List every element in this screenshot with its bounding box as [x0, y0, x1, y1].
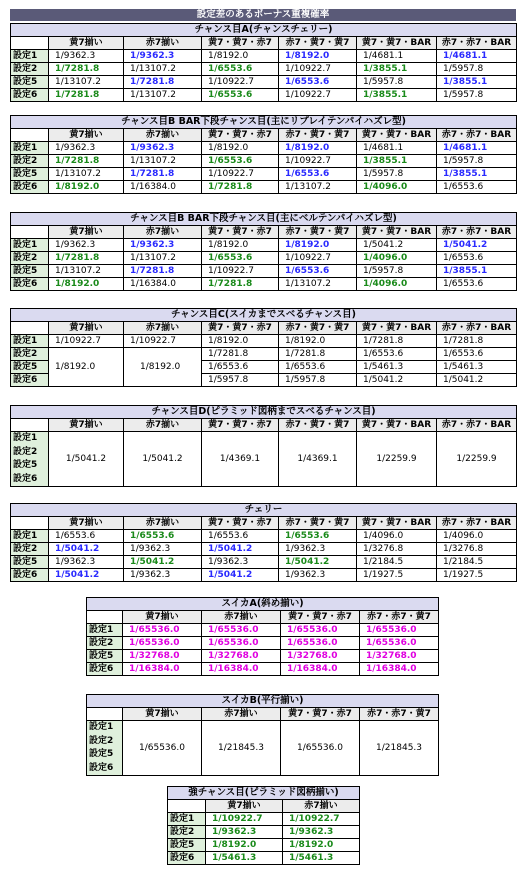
corner-cell	[11, 129, 49, 142]
column-header: 赤7・赤7・BAR	[437, 517, 517, 530]
table-row	[11, 569, 517, 582]
value-cell: 1/10922.7	[279, 155, 357, 168]
setting-label: 設定2	[13, 446, 38, 457]
value-cell: 1/6553.6	[279, 530, 357, 543]
value-cell: 1/5461.3	[283, 852, 360, 865]
value-cell: 1/4369.1	[202, 432, 279, 487]
value-cell: 1/5957.8	[357, 265, 437, 278]
table-row	[87, 650, 439, 663]
value-cell: 1/4681.1	[437, 142, 517, 155]
value-cell: 1/7281.8	[49, 252, 124, 265]
table-row	[11, 239, 517, 252]
value-cell: 1/7281.8	[49, 63, 124, 76]
table-row	[11, 168, 517, 181]
value-cell: 1/2259.9	[437, 432, 517, 487]
corner-cell	[87, 611, 123, 624]
setting-label: 設定5	[11, 556, 49, 569]
setting-label: 設定6	[89, 762, 114, 773]
value-cell: 1/4096.0	[357, 278, 437, 291]
chance-b-bell-table	[10, 212, 517, 291]
column-header: 赤7揃い	[283, 800, 360, 813]
value-cell: 1/4096.0	[357, 530, 437, 543]
value-cell: 1/3855.1	[357, 63, 437, 76]
column-header: 赤7・黄7・黄7	[279, 322, 357, 335]
value-cell: 1/5957.8	[279, 374, 357, 387]
setting-label: 設定2	[168, 826, 206, 839]
value-cell: 1/9362.3	[124, 239, 202, 252]
column-header: 黄7揃い	[123, 611, 202, 624]
value-cell: 1/10922.7	[49, 335, 124, 348]
column-header: 赤7・黄7・黄7	[279, 129, 357, 142]
value-cell: 1/1927.5	[357, 569, 437, 582]
value-cell: 1/13107.2	[124, 63, 202, 76]
value-cell: 1/10922.7	[279, 63, 357, 76]
chance-d-table	[10, 405, 517, 487]
value-cell: 1/8192.0	[202, 239, 279, 252]
value-cell: 1/9362.3	[49, 50, 124, 63]
value-cell: 1/9362.3	[49, 556, 124, 569]
value-cell: 1/9362.3	[202, 556, 279, 569]
value-cell: 1/8192.0	[206, 839, 283, 852]
setting-label: 設定2	[11, 348, 49, 361]
value-cell: 1/32768.0	[360, 650, 439, 663]
value-cell: 1/16384.0	[124, 181, 202, 194]
corner-cell	[87, 708, 123, 721]
value-cell: 1/65536.0	[281, 637, 360, 650]
merged-value-cell: 1/8192.0	[124, 348, 202, 387]
value-cell: 1/16384.0	[281, 663, 360, 676]
column-header: 黄7揃い	[49, 517, 124, 530]
value-cell: 1/10922.7	[279, 89, 357, 102]
corner-cell	[11, 419, 49, 432]
value-cell: 1/4681.1	[357, 50, 437, 63]
column-header: 黄7・黄7・赤7	[281, 611, 360, 624]
column-header: 黄7揃い	[49, 37, 124, 50]
table-row	[11, 50, 517, 63]
table-title: スイカA(斜め揃い)	[87, 598, 439, 611]
value-cell: 1/9362.3	[206, 826, 283, 839]
value-cell: 1/5957.8	[437, 89, 517, 102]
table-row	[11, 63, 517, 76]
page-banner: 設定差のあるボーナス重複確率	[10, 9, 516, 21]
setting-label: 設定5	[11, 265, 49, 278]
value-cell: 1/6553.6	[437, 348, 517, 361]
setting-label: 設定1	[11, 239, 49, 252]
value-cell: 1/6553.6	[279, 361, 357, 374]
table-row	[11, 265, 517, 278]
value-cell: 1/32768.0	[123, 650, 202, 663]
value-cell: 1/16384.0	[123, 663, 202, 676]
value-cell: 1/8192.0	[202, 142, 279, 155]
value-cell: 1/3276.8	[357, 543, 437, 556]
value-cell: 1/8192.0	[279, 142, 357, 155]
value-cell: 1/3276.8	[437, 543, 517, 556]
value-cell: 1/5041.2	[437, 239, 517, 252]
column-header: 黄7揃い	[49, 129, 124, 142]
value-cell: 1/16384.0	[360, 663, 439, 676]
column-header: 赤7揃い	[124, 322, 202, 335]
column-header: 黄7・黄7・BAR	[357, 322, 437, 335]
setting-label: 設定6	[11, 569, 49, 582]
value-cell: 1/5041.2	[202, 569, 279, 582]
value-cell: 1/13107.2	[49, 265, 124, 278]
column-header: 黄7・黄7・赤7	[281, 708, 360, 721]
chance-b-replay-table	[10, 115, 517, 194]
value-cell: 1/65536.0	[281, 624, 360, 637]
setting-label: 設定5	[168, 839, 206, 852]
value-cell: 1/7281.8	[437, 335, 517, 348]
setting-label: 設定6	[87, 663, 123, 676]
value-cell: 1/7281.8	[202, 181, 279, 194]
value-cell: 1/4681.1	[437, 50, 517, 63]
table-row	[11, 252, 517, 265]
value-cell: 1/6553.6	[357, 348, 437, 361]
setting-label: 設定6	[13, 473, 38, 484]
column-header: 赤7・赤7・BAR	[437, 226, 517, 239]
column-header: 黄7揃い	[206, 800, 283, 813]
value-cell: 1/9362.3	[124, 543, 202, 556]
value-cell: 1/6553.6	[202, 89, 279, 102]
value-cell: 1/9362.3	[279, 543, 357, 556]
value-cell: 1/13107.2	[124, 155, 202, 168]
setting-label: 設定1	[11, 142, 49, 155]
value-cell: 1/2184.5	[437, 556, 517, 569]
column-header: 赤7揃い	[124, 419, 202, 432]
table-title: チャンス目C(スイカまでスベるチャンス目)	[11, 309, 517, 322]
value-cell: 1/5041.2	[49, 569, 124, 582]
column-header: 黄7・黄7・赤7	[202, 419, 279, 432]
setting-label: 設定6	[11, 181, 49, 194]
value-cell: 1/7281.8	[124, 265, 202, 278]
value-cell: 1/10922.7	[202, 168, 279, 181]
value-cell: 1/3855.1	[357, 89, 437, 102]
value-cell: 1/13107.2	[49, 168, 124, 181]
column-header: 黄7揃い	[49, 226, 124, 239]
column-header: 赤7・赤7・BAR	[437, 419, 517, 432]
table-row	[11, 543, 517, 556]
value-cell: 1/8192.0	[279, 239, 357, 252]
value-cell: 1/7281.8	[202, 348, 279, 361]
value-cell: 1/6553.6	[202, 361, 279, 374]
value-cell: 1/3855.1	[437, 76, 517, 89]
column-header: 黄7・黄7・BAR	[357, 37, 437, 50]
setting-label: 設定5	[13, 460, 38, 470]
setting-label: 設定1	[87, 624, 123, 637]
column-header: 黄7・黄7・BAR	[357, 129, 437, 142]
value-cell: 1/5041.2	[437, 374, 517, 387]
value-cell: 1/6553.6	[124, 530, 202, 543]
suika-a-table	[86, 597, 439, 676]
value-cell: 1/9362.3	[279, 569, 357, 582]
column-header: 赤7・赤7・BAR	[437, 322, 517, 335]
value-cell: 1/10922.7	[202, 76, 279, 89]
setting-label: 設定2	[87, 637, 123, 650]
table-row	[11, 556, 517, 569]
setting-label: 設定6	[11, 374, 49, 387]
value-cell: 1/5041.2	[279, 556, 357, 569]
value-cell: 1/5041.2	[357, 374, 437, 387]
column-header: 黄7・黄7・BAR	[357, 226, 437, 239]
setting-label: 設定6	[11, 89, 49, 102]
column-header: 赤7揃い	[124, 517, 202, 530]
value-cell: 1/8192.0	[283, 839, 360, 852]
column-header: 赤7揃い	[124, 129, 202, 142]
table-title: チャンス目B BAR下段チャンス目(主にリプレイテンパイハズレ型)	[11, 116, 517, 129]
column-header: 黄7揃い	[123, 708, 202, 721]
value-cell: 1/6553.6	[437, 181, 517, 194]
value-cell: 1/3855.1	[437, 265, 517, 278]
corner-cell	[11, 37, 49, 50]
cherry-table	[10, 503, 517, 582]
value-cell: 1/5041.2	[49, 432, 124, 487]
value-cell: 1/4096.0	[357, 181, 437, 194]
column-header: 赤7・赤7・黄7	[360, 708, 439, 721]
value-cell: 1/7281.8	[124, 76, 202, 89]
column-header: 赤7・黄7・黄7	[279, 419, 357, 432]
value-cell: 1/9362.3	[124, 569, 202, 582]
column-header: 赤7・赤7・BAR	[437, 129, 517, 142]
column-header: 赤7・赤7・黄7	[360, 611, 439, 624]
corner-cell	[11, 517, 49, 530]
value-cell: 1/13107.2	[279, 181, 357, 194]
column-header: 赤7・黄7・黄7	[279, 37, 357, 50]
value-cell: 1/5461.3	[357, 361, 437, 374]
value-cell: 1/5957.8	[437, 63, 517, 76]
table-row	[87, 663, 439, 676]
value-cell: 1/8192.0	[49, 181, 124, 194]
column-header: 黄7・黄7・赤7	[202, 37, 279, 50]
value-cell: 1/32768.0	[202, 650, 281, 663]
value-cell: 1/5041.2	[202, 543, 279, 556]
value-cell: 1/32768.0	[281, 650, 360, 663]
table-row	[11, 89, 517, 102]
table-row	[11, 76, 517, 89]
setting-label: 設定5	[87, 650, 123, 663]
setting-label: 設定1	[13, 433, 38, 443]
table-row	[87, 624, 439, 637]
value-cell: 1/10922.7	[124, 335, 202, 348]
column-header: 赤7揃い	[202, 708, 281, 721]
settings-stack	[87, 721, 123, 776]
column-header: 黄7揃い	[49, 322, 124, 335]
value-cell: 1/2259.9	[357, 432, 437, 487]
value-cell: 1/16384.0	[202, 663, 281, 676]
value-cell: 1/6553.6	[202, 252, 279, 265]
value-cell: 1/8192.0	[202, 50, 279, 63]
value-cell: 1/7281.8	[357, 335, 437, 348]
value-cell: 1/6553.6	[279, 76, 357, 89]
setting-label: 設定2	[11, 252, 49, 265]
value-cell: 1/65536.0	[202, 637, 281, 650]
value-cell: 1/9362.3	[49, 142, 124, 155]
value-cell: 1/13107.2	[124, 89, 202, 102]
value-cell: 1/4369.1	[279, 432, 357, 487]
value-cell: 1/6553.6	[279, 168, 357, 181]
value-cell: 1/16384.0	[124, 278, 202, 291]
column-header: 黄7・黄7・赤7	[202, 517, 279, 530]
value-cell: 1/5041.2	[124, 556, 202, 569]
value-cell: 1/5957.8	[437, 155, 517, 168]
setting-label: 設定1	[11, 335, 49, 348]
value-cell: 1/9362.3	[49, 239, 124, 252]
value-cell: 1/7281.8	[124, 168, 202, 181]
value-cell: 1/3855.1	[437, 168, 517, 181]
value-cell: 1/10922.7	[279, 252, 357, 265]
value-cell: 1/21845.3	[360, 721, 439, 776]
table-row	[11, 155, 517, 168]
settings-stack	[11, 432, 49, 487]
value-cell: 1/65536.0	[360, 624, 439, 637]
column-header: 赤7・黄7・黄7	[279, 517, 357, 530]
value-cell: 1/5041.2	[357, 239, 437, 252]
table-row	[87, 637, 439, 650]
column-header: 赤7・赤7・BAR	[437, 37, 517, 50]
value-cell: 1/10922.7	[206, 813, 283, 826]
value-cell: 1/2184.5	[357, 556, 437, 569]
value-cell: 1/6553.6	[202, 63, 279, 76]
column-header: 黄7・黄7・赤7	[202, 226, 279, 239]
suika-b-table	[86, 694, 439, 776]
value-cell: 1/5957.8	[357, 168, 437, 181]
value-cell: 1/5461.3	[206, 852, 283, 865]
value-cell: 1/13107.2	[279, 278, 357, 291]
column-header: 黄7・黄7・赤7	[202, 129, 279, 142]
table-row	[11, 530, 517, 543]
setting-label: 設定5	[11, 168, 49, 181]
value-cell: 1/65536.0	[360, 637, 439, 650]
value-cell: 1/5461.3	[437, 361, 517, 374]
value-cell: 1/7281.8	[49, 155, 124, 168]
setting-label: 設定2	[11, 155, 49, 168]
value-cell: 1/4096.0	[357, 252, 437, 265]
merged-value-cell: 1/8192.0	[49, 348, 124, 387]
table-row	[11, 181, 517, 194]
value-cell: 1/9362.3	[283, 826, 360, 839]
value-cell: 1/21845.3	[202, 721, 281, 776]
value-cell: 1/13107.2	[49, 76, 124, 89]
column-header: 黄7・黄7・赤7	[202, 322, 279, 335]
setting-label: 設定5	[89, 749, 114, 759]
setting-label: 設定2	[11, 543, 49, 556]
value-cell: 1/65536.0	[123, 624, 202, 637]
setting-label: 設定5	[11, 361, 49, 374]
table-title: チャンス目B BAR下段チャンス目(主にベルテンパイハズレ型)	[11, 213, 517, 226]
table-title: チェリー	[11, 504, 517, 517]
value-cell: 1/6553.6	[202, 155, 279, 168]
column-header: 赤7揃い	[124, 37, 202, 50]
value-cell: 1/6553.6	[437, 252, 517, 265]
column-header: 黄7・黄7・BAR	[357, 517, 437, 530]
strong-chance-table	[167, 786, 360, 865]
setting-label: 設定1	[11, 50, 49, 63]
value-cell: 1/5957.8	[202, 374, 279, 387]
setting-label: 設定1	[11, 530, 49, 543]
setting-label: 設定1	[89, 722, 114, 732]
setting-label: 設定5	[11, 76, 49, 89]
value-cell: 1/7281.8	[49, 89, 124, 102]
table-title: 強チャンス目(ピラミッド図柄揃い)	[168, 787, 360, 800]
value-cell: 1/4681.1	[357, 142, 437, 155]
value-cell: 1/1927.5	[437, 569, 517, 582]
table-row	[168, 839, 360, 852]
value-cell: 1/6553.6	[49, 530, 124, 543]
value-cell: 1/65536.0	[123, 637, 202, 650]
value-cell: 1/6553.6	[202, 530, 279, 543]
value-cell: 1/10922.7	[202, 265, 279, 278]
value-cell: 1/8192.0	[279, 335, 357, 348]
column-header: 黄7・黄7・BAR	[357, 419, 437, 432]
value-cell: 1/10922.7	[283, 813, 360, 826]
table-title: チャンス目A(チャンスチェリー)	[11, 24, 517, 37]
value-cell: 1/7281.8	[202, 278, 279, 291]
value-cell: 1/4096.0	[437, 530, 517, 543]
setting-label: 設定6	[168, 852, 206, 865]
value-cell: 1/3855.1	[357, 155, 437, 168]
value-cell: 1/8192.0	[202, 335, 279, 348]
corner-cell	[168, 800, 206, 813]
value-cell: 1/65536.0	[123, 721, 202, 776]
value-cell: 1/9362.3	[124, 50, 202, 63]
column-header: 黄7揃い	[49, 419, 124, 432]
table-title: スイカB(平行揃い)	[87, 695, 439, 708]
value-cell: 1/65536.0	[202, 624, 281, 637]
corner-cell	[11, 226, 49, 239]
column-header: 赤7揃い	[124, 226, 202, 239]
setting-label: 設定1	[168, 813, 206, 826]
table-row	[11, 142, 517, 155]
setting-label: 設定2	[89, 735, 114, 746]
table-row	[11, 278, 517, 291]
value-cell: 1/65536.0	[281, 721, 360, 776]
table-row	[168, 852, 360, 865]
value-cell: 1/5041.2	[49, 543, 124, 556]
table-row	[168, 813, 360, 826]
table-title: チャンス目D(ピラミッド図柄までスベるチャンス目)	[11, 406, 517, 419]
table-row	[168, 826, 360, 839]
chance-c-table	[10, 308, 517, 387]
chance-a-table	[10, 23, 517, 102]
setting-label: 設定6	[11, 278, 49, 291]
setting-label: 設定2	[11, 63, 49, 76]
value-cell: 1/6553.6	[437, 278, 517, 291]
value-cell: 1/8192.0	[49, 278, 124, 291]
value-cell: 1/8192.0	[279, 50, 357, 63]
value-cell: 1/9362.3	[124, 142, 202, 155]
value-cell: 1/5957.8	[357, 76, 437, 89]
value-cell: 1/5041.2	[124, 432, 202, 487]
value-cell: 1/7281.8	[279, 348, 357, 361]
column-header: 赤7揃い	[202, 611, 281, 624]
value-cell: 1/6553.6	[279, 265, 357, 278]
value-cell: 1/13107.2	[124, 252, 202, 265]
corner-cell	[11, 322, 49, 335]
column-header: 赤7・黄7・黄7	[279, 226, 357, 239]
